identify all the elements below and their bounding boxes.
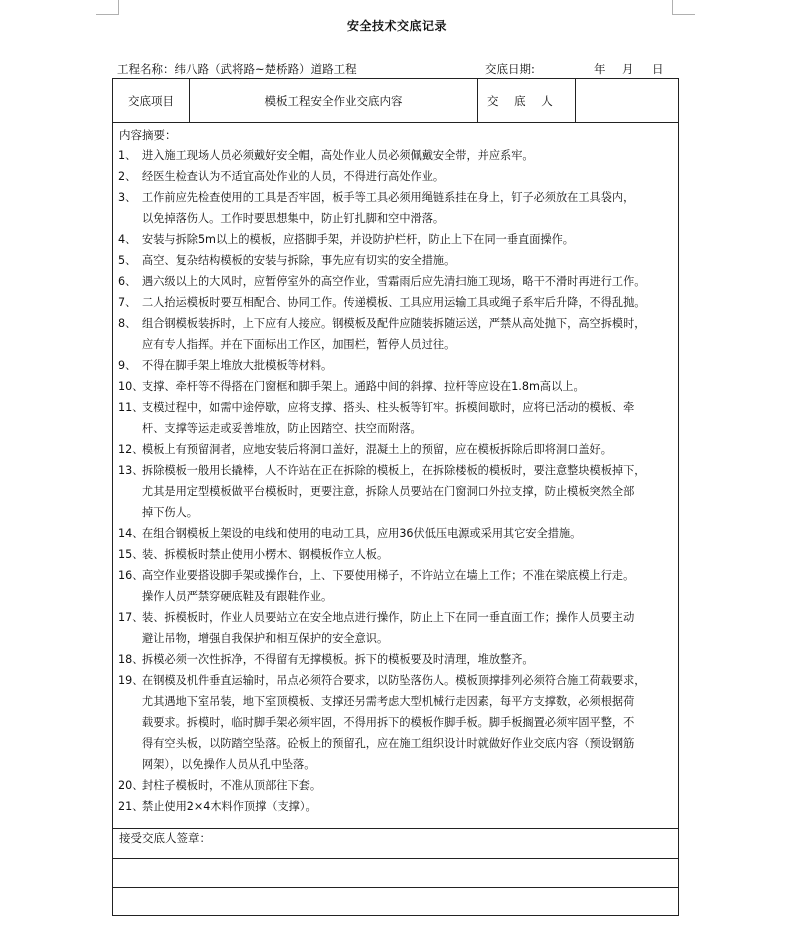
list-item: [118, 544, 673, 565]
item-number: 13、: [118, 464, 144, 477]
table-header-row: [113, 79, 678, 123]
item-number: 20、: [118, 779, 144, 792]
item-text: 组合钢模板装拆时，上下应有人接应。钢模板及配件应随装拆随运送，严禁从高处抛下，高空拆模时， 应有专人指挥。并在下面标出工作区，加围栏，暂停人员过往。: [142, 317, 646, 351]
item-text: 在钢模及机件垂直运输时，吊点必须符合要求，以防坠落伤人。模板顶撑排列必须符合施工荷载要求， 尤其遇地下室吊装，地下室顶模板、支撑还另需考虑大型机械行走因素，每平方支撑数，必须根据荷 载要求。拆模时，临时脚手架必须牢固，不得用拆下的模板作脚手板。脚手板搁置必须牢固平整，不 得有空头板，以防踏空坠落。砼板上的预留孔，应在施工组织设计时就做好作业交底内容（预设钢筋 网架），以免操作人员从孔中坠落。: [142, 674, 646, 771]
list-item: [118, 607, 673, 649]
item-number: 16、: [118, 569, 144, 582]
item-number: 14、: [118, 527, 144, 540]
item-number: 19、: [118, 674, 144, 687]
page-corner-mark: [672, 0, 695, 15]
item-text: 在组合钢模板上架设的电线和使用的电动工具，应用36伏低压电源或采用其它安全措施。: [142, 527, 582, 540]
list-item: [118, 250, 673, 271]
list-item: [118, 460, 673, 523]
item-number: 21、: [118, 800, 144, 813]
item-text: 不得在脚手架上堆放大批模板等材料。: [142, 359, 333, 372]
item-text: 封柱子模板时，不准从顶部往下套。: [142, 779, 322, 792]
record-table: [112, 78, 679, 916]
list-item: [118, 166, 673, 187]
item-text: 遇六级以上的大风时，应暂停室外的高空作业，雪霜雨后应先清扫施工现场，略干不滑时再进行工作。: [142, 275, 646, 288]
list-item: [118, 775, 673, 796]
blank-row[interactable]: [113, 858, 678, 888]
date-year: 年: [594, 62, 606, 76]
item-text: 二人抬运模板时要互相配合、协同工作。传递模板、工具应用运输工具或绳子系牢后升降，不得乱抛。: [142, 296, 646, 309]
item-number: 5、: [118, 254, 137, 267]
list-item: [118, 670, 673, 775]
list-item: [118, 523, 673, 544]
item-text: 经医生检查认为不适宜高处作业的人员，不得进行高处作业。: [142, 170, 445, 183]
project-name: 工程名称：纬八路（武将路~楚桥路）道路工程: [117, 62, 357, 76]
item-text: 支撑、牵杆等不得搭在门窗框和脚手架上。通路中间的斜撑、拉杆等应设在1.8m高以上。: [142, 380, 585, 393]
item-text: 支模过程中，如需中途停歇，应将支撑、搭头、柱头板等钉牢。拆模间歇时，应将已活动的模板、牵 杆、支撑等运走或妥善堆放，防止因踏空、扶空而附落。: [142, 401, 635, 435]
list-item: [118, 271, 673, 292]
item-number: 11、: [118, 401, 144, 414]
item-number: 4、: [118, 233, 137, 246]
item-number: 12、: [118, 443, 144, 456]
item-text: 高空、复杂结构模板的安装与拆除，事先应有切实的安全措施。: [142, 254, 456, 267]
date-day: 日: [652, 62, 664, 76]
item-number: 6、: [118, 275, 137, 288]
summary-label: 内容摘要：: [119, 128, 177, 142]
item-text: 安装与拆除5m以上的模板，应搭脚手架，并设防护栏杆，防止上下在同一垂直面操作。: [142, 233, 574, 246]
date-month: 月: [622, 62, 634, 76]
list-item: [118, 355, 673, 376]
item-number: 7、: [118, 296, 137, 309]
item-number: 18、: [118, 653, 144, 666]
page-corner-mark: [96, 0, 119, 15]
date-label: 交底日期:: [485, 62, 535, 76]
item-number: 1、: [118, 149, 137, 162]
item-number: 17、: [118, 611, 144, 624]
list-item: [118, 565, 673, 607]
item-text: 禁止使用2×4木料作顶撑（支撑）。: [142, 800, 317, 813]
item-number: 3、: [118, 191, 137, 204]
item-text: 拆除模板一般用长撬棒，人不许站在正在拆除的模板上，在拆除楼板的模板时，要注意整块模板掉下， 尤其是用定型模板做平台模板时，更要注意，拆除人员要站在门窗洞口外拉支撑，防止模板突然全部 掉下伤人。: [142, 464, 646, 519]
item-text: 装、拆模板时禁止使用小楞木、钢模板作立人板。: [142, 548, 389, 561]
item-text: 模板上有预留洞者，应地安装后将洞口盖好，混凝土上的预留，应在模板拆除后即将洞口盖好。: [142, 443, 612, 456]
document-title: 安全技术交底记录: [346, 19, 447, 33]
item-text: 高空作业要搭设脚手架或操作台，上、下要使用梯子，不许站立在墙上工作；不准在梁底模上行走。 操作人员严禁穿硬底鞋及有跟鞋作业。: [142, 569, 635, 603]
item-number: 15、: [118, 548, 144, 561]
header-item-value: 模板工程安全作业交底内容: [190, 79, 478, 122]
list-item: [118, 439, 673, 460]
header-item-label: 交底项目: [113, 79, 190, 122]
list-item: [118, 649, 673, 670]
safety-item-list: [118, 145, 673, 817]
signature-label: 接受交底人签章：: [119, 831, 211, 845]
list-item: [118, 397, 673, 439]
list-item: [118, 187, 673, 229]
list-item: [118, 313, 673, 355]
item-text: 工作前应先检查使用的工具是否牢固，板手等工具必须用绳链系挂在身上，钉子必须放在工具袋内， 以免掉落伤人。工作时要思想集中，防止钉扎脚和空中滑落。: [142, 191, 635, 225]
list-item: [118, 796, 673, 817]
item-text: 拆模必须一次性拆净，不得留有无撑模板。拆下的模板要及时清理，堆放整齐。: [142, 653, 534, 666]
signature-row[interactable]: [113, 828, 678, 859]
item-number: 9、: [118, 359, 137, 372]
list-item: [118, 292, 673, 313]
header-briefer-label: 交 底 人: [478, 79, 576, 122]
item-text: 装、拆模板时，作业人员要站立在安全地点进行操作，防止上下在同一垂直面工作；操作人员要主动 避让吊物，增强自我保护和相互保护的安全意识。: [142, 611, 635, 645]
item-number: 2、: [118, 170, 137, 183]
list-item: [118, 229, 673, 250]
item-number: 10、: [118, 380, 144, 393]
item-text: 进入施工现场人员必须戴好安全帽，高处作业人员必须佩戴安全带，并应系牢。: [142, 149, 534, 162]
content-summary-cell: [113, 122, 678, 829]
item-number: 8、: [118, 317, 137, 330]
list-item: [118, 376, 673, 397]
header-briefer-value[interactable]: [576, 79, 678, 122]
list-item: [118, 145, 673, 166]
